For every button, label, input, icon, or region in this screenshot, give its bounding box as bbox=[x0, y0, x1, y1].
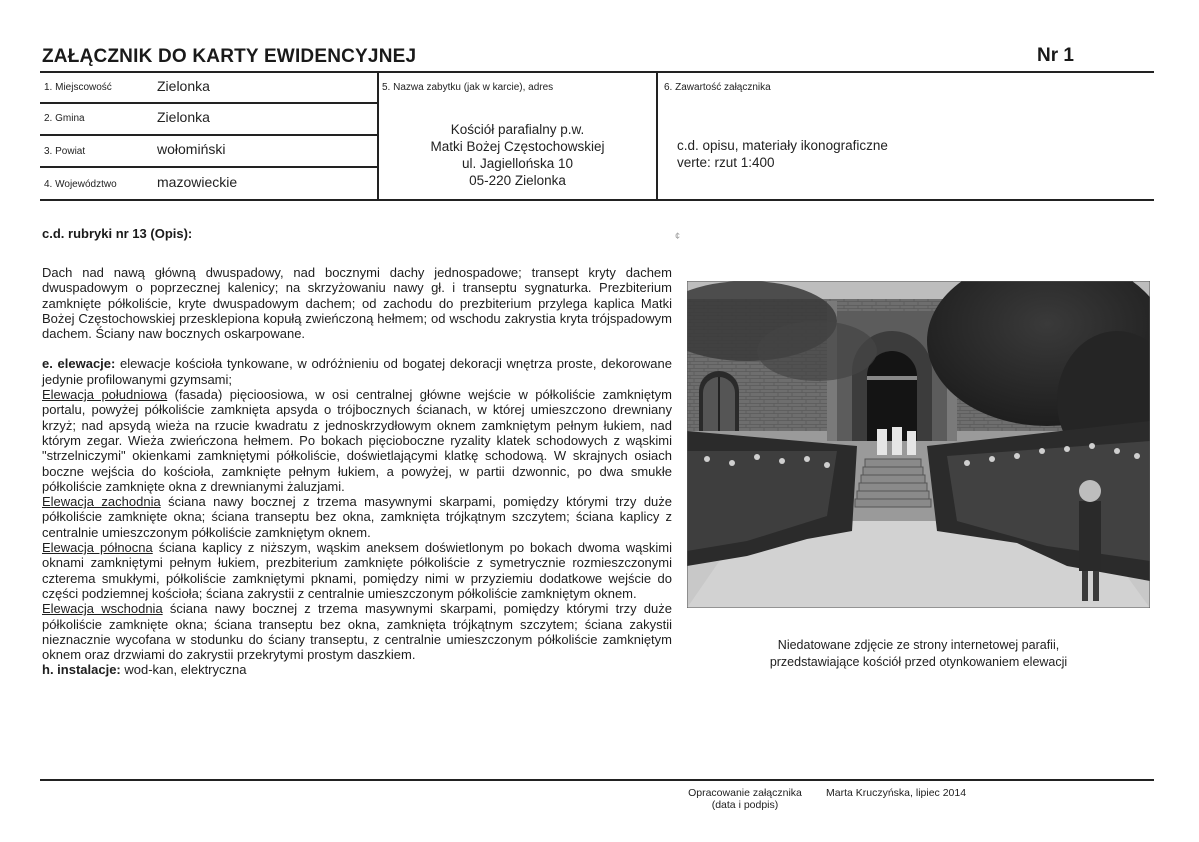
monument-line: 05-220 Zielonka bbox=[469, 173, 566, 188]
field-label-miejscowosc: 1. Miejscowość bbox=[44, 82, 112, 93]
prepared-by-line: Opracowanie załącznika bbox=[688, 787, 802, 799]
prepared-by-label bbox=[680, 787, 810, 811]
field-label-nazwa: 5. Nazwa zabytku (jak w karcie), adres bbox=[382, 82, 554, 93]
church-photo bbox=[687, 281, 1150, 608]
installations-text: wod-kan, elektryczna bbox=[120, 662, 247, 678]
field-value-powiat: wołomiński bbox=[157, 141, 226, 157]
table-bottom-rule bbox=[40, 199, 1154, 201]
header-rule bbox=[40, 71, 1154, 73]
north-elevation-paragraph bbox=[42, 540, 672, 601]
description-body bbox=[42, 265, 672, 678]
caption-line: przedstawiające kościół przed otynkowaniem elewacji bbox=[769, 655, 1068, 669]
monument-name-address bbox=[380, 121, 655, 189]
west-elevation-paragraph bbox=[42, 494, 672, 540]
east-elevation-label: Elewacja wschodnia bbox=[42, 601, 163, 617]
contents-line: c.d. opisu, materiały ikonograficzne bbox=[677, 138, 888, 153]
row-divider bbox=[40, 134, 377, 136]
field-label-wojewodztwo: 4. Województwo bbox=[44, 179, 117, 190]
field-value-miejscowosc: Zielonka bbox=[157, 78, 210, 94]
field-value-wojewodztwo: mazowieckie bbox=[157, 174, 238, 190]
field-value-gmina: Zielonka bbox=[157, 109, 210, 125]
elevations-label: e. elewacje: bbox=[42, 356, 116, 372]
monument-line: Kościół parafialny p.w. bbox=[450, 122, 585, 137]
document-number: Nr 1 bbox=[1037, 45, 1074, 66]
attachment-contents bbox=[677, 137, 888, 171]
monument-line: ul. Jagiellońska 10 bbox=[461, 156, 574, 171]
field-label-powiat: 3. Powiat bbox=[44, 146, 86, 157]
east-elevation-text: ściana nawy bocznej z trzema masywnymi skarpami, pomiędzy którymi trzy duże półkoliście zamknięte okna; ściana transeptu bez okna, zamknięta trójkątnym szczytem; ściana zakystii nieznacznie wycofana w stodunku do ściany transeptu, z centralnie umieszczonym półkoliście zamkniętym oknem oraz drzwiami do zakrystii przekrytymi prostym daszkiem. bbox=[42, 601, 672, 663]
south-elevation-label: Elewacja południowa bbox=[42, 387, 168, 403]
caption-line: Niedatowane zdjęcie ze strony internetowej parafii, bbox=[777, 638, 1060, 652]
prepared-by-note: (data i podpis) bbox=[711, 799, 779, 811]
east-elevation-paragraph bbox=[42, 601, 672, 662]
field-label-gmina: 2. Gmina bbox=[44, 113, 85, 124]
column-divider-2 bbox=[656, 71, 658, 200]
column-divider-1 bbox=[377, 71, 379, 200]
author-and-date: Marta Kruczyńska, lipiec 2014 bbox=[826, 787, 967, 799]
roof-paragraph: Dach nad nawą główną dwuspadowy, nad bocznymi dachy jednospadowe; transept kryty dachem dwuspadowym o poprzecznej kalenicy; na skrzyżowaniu nawy gł. i transeptu sygnaturka. Prezbiterium zamknięte półkoliście, kryte dwuspadowym dachem; od zachodu do prezbiterium przylega kaplica Matki Bożej Częstochowskiej przesklepiona kopułą zwieńczoną hełmem; od wschodu zakrystia kryta trójspadowym dachem. Ściany naw bocznych oskarpowane. bbox=[42, 265, 672, 342]
contents-line: verte: rzut 1:400 bbox=[677, 155, 775, 170]
south-elevation-paragraph bbox=[42, 387, 672, 494]
section-heading: c.d. rubryki nr 13 (Opis): bbox=[42, 226, 193, 241]
stray-mark: ¢ bbox=[675, 231, 681, 241]
elevations-paragraph bbox=[42, 356, 672, 387]
document-title: ZAŁĄCZNIK DO KARTY EWIDENCYJNEJ bbox=[42, 46, 417, 67]
south-elevation-text: (fasada) pięcioosiowa, w osi centralnej główne wejście w półkoliście zamkniętym portalu, powyżej półkoliście zamknięta apsyda o trójbocznych ścianach, w której umieszczono drewniany krzyż; nad apsydą wieża na rzucie kwadratu z jednoskrzydłowym oknem zamkniętym pełnym łukiem, nad którym zegar. Wieża zwieńczona hełmem. Po bokach pięcioboczne ryzality klatek schodowych z wąskimi "strzelniczymi" okienkami zamkniętymi półkoliście, doświetlającymi klatkę schodową. W skrajnych osiach boczne wejścia do kościoła, zamknięte pełnym łukiem, a powyżej, w partii dzwonnic, po dwa smukłe półkoliście zamknięte okna z drewnianymi żaluzjami. bbox=[42, 387, 672, 494]
elevations-text: elewacje kościoła tynkowane, w odróżnieniu od bogatej dekoracji wnętrza proste, dekorowane jedynie profilowanymi gzymsami; bbox=[42, 356, 672, 387]
photo-caption bbox=[687, 637, 1150, 671]
row-divider bbox=[40, 166, 377, 168]
monument-line: Matki Bożej Częstochowskiej bbox=[430, 139, 605, 154]
footer-rule bbox=[40, 779, 1154, 781]
north-elevation-label: Elewacja północna bbox=[42, 540, 153, 556]
west-elevation-text: ściana nawy bocznej z trzema masywnymi skarpami, pomiędzy którymi trzy duże półkoliście zamknięte okna; ściana transeptu bez okna, zamknięta trójkątnym szczytem; ściana kaplicy z centralnie umieszczonym półkoliście zamkniętym oknem. bbox=[42, 494, 673, 540]
installations-paragraph bbox=[42, 662, 672, 677]
north-elevation-text: ściana kaplicy z niższym, wąskim aneksem doświetlonym po bokach dwoma wąskimi oknami zamkniętymi pełnym łukiem, prezbiterium zamknięte półkoliście z symetrycznie rozmieszczonymi czterema smukłymi, półkoliście zamkniętymi pknami, pomiędzy nimi w przyziemiu dodatkowe wejście do części podziemnej kościoła; ściana zakrystii z centralnie umieszczonym półkoliście zamkniętym oknem. bbox=[42, 540, 672, 601]
field-label-zawartosc: 6. Zawartość załącznika bbox=[664, 82, 771, 93]
row-divider bbox=[40, 102, 377, 104]
west-elevation-label: Elewacja zachodnia bbox=[42, 494, 161, 510]
installations-label: h. instalacje: bbox=[42, 662, 121, 678]
